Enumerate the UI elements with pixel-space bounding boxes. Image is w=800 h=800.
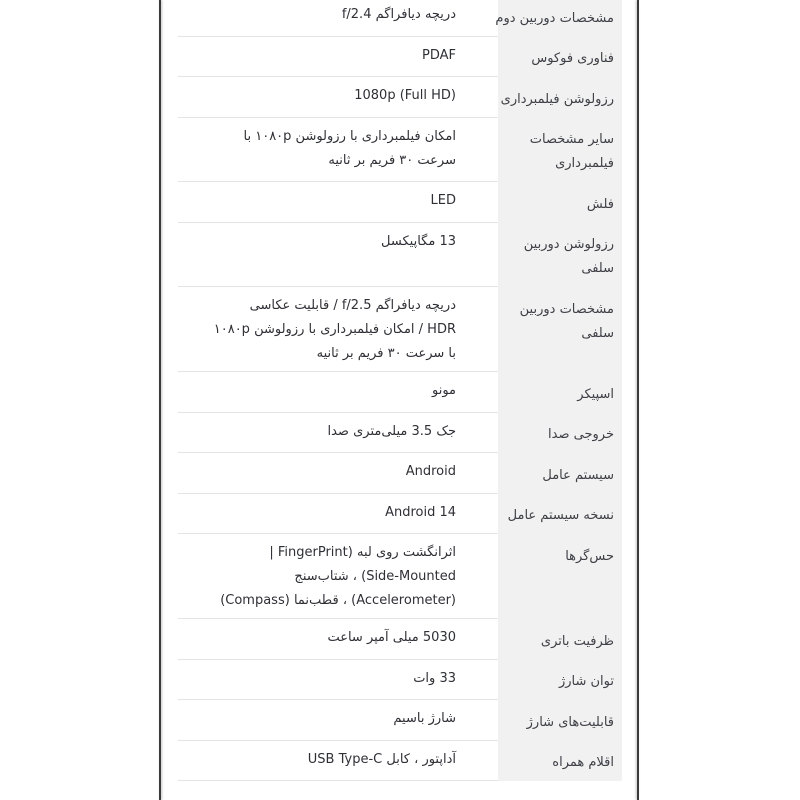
spec-value: شارژ باسیم [178, 700, 498, 741]
spec-value: 5030 میلی آمپر ساعت [178, 619, 498, 660]
spec-row-selfie-resolution [178, 223, 622, 288]
spec-label: فلش [498, 182, 622, 223]
spec-row-second-camera [178, 0, 622, 37]
spec-value: اثرانگشت روی لبه (FingerPrint | Side-Mounted) ، شتاب‌سنج (Accelerometer) ، قطب‌نما (Compass) [178, 534, 498, 619]
spec-row-video-resolution [178, 77, 622, 118]
spec-label: حس‌گرها [498, 534, 622, 619]
spec-value: 33 وات [178, 660, 498, 701]
spec-value: جک 3.5 میلی‌متری صدا [178, 413, 498, 454]
spec-row-audio-output [178, 413, 622, 454]
spec-row-os [178, 453, 622, 494]
spec-label: مشخصات دوربین سلفی [498, 287, 622, 372]
spec-row-focus-tech [178, 37, 622, 78]
spec-row-charging-features [178, 700, 622, 741]
spec-value: امکان فیلمبرداری با رزولوشن ۱۰۸۰p با سرعت ۳۰ فریم بر ثانیه [178, 118, 498, 183]
spec-label: مشخصات دوربین دوم [498, 0, 622, 37]
spec-row-battery [178, 619, 622, 660]
spec-value: مونو [178, 372, 498, 413]
spec-row-video-other [178, 118, 622, 183]
spec-value: دریچه دیافراگم f/2.4 [178, 0, 498, 37]
spec-value: دریچه دیافراگم f/2.5 / قابلیت عکاسی HDR / امکان فیلمبرداری با رزولوشن ۱۰۸۰p با سرعت ۳۰ فریم بر ثانیه [178, 287, 498, 372]
spec-label: ظرفیت باتری [498, 619, 622, 660]
spec-label: فناوری فوکوس [498, 37, 622, 78]
spec-row-os-version [178, 494, 622, 535]
spec-row-selfie-specs [178, 287, 622, 372]
frame-edge-right [637, 0, 639, 800]
spec-value: PDAF [178, 37, 498, 78]
specs-table [178, 0, 622, 781]
frame-edge-left [159, 0, 161, 800]
spec-label: رزولوشن دوربین سلفی [498, 223, 622, 288]
spec-label: اقلام همراه [498, 741, 622, 782]
spec-label: توان شارژ [498, 660, 622, 701]
spec-value: Android [178, 453, 498, 494]
spec-label: رزولوشن فیلمبرداری [498, 77, 622, 118]
spec-label: خروجی صدا [498, 413, 622, 454]
spec-label: نسخه سیستم عامل [498, 494, 622, 535]
spec-value: 13 مگاپیکسل [178, 223, 498, 288]
spec-label: اسپیکر [498, 372, 622, 413]
spec-label: سیستم عامل [498, 453, 622, 494]
spec-row-sensors [178, 534, 622, 619]
spec-row-charging-power [178, 660, 622, 701]
spec-value: آداپتور ، کابل USB Type-C [178, 741, 498, 782]
spec-row-flash [178, 182, 622, 223]
spec-value: 1080p (Full HD) [178, 77, 498, 118]
spec-label: قابلیت‌های شارژ [498, 700, 622, 741]
spec-value: LED [178, 182, 498, 223]
spec-label: سایر مشخصات فیلمبرداری [498, 118, 622, 183]
spec-value: Android 14 [178, 494, 498, 535]
spec-row-in-box [178, 741, 622, 782]
spec-row-speaker [178, 372, 622, 413]
